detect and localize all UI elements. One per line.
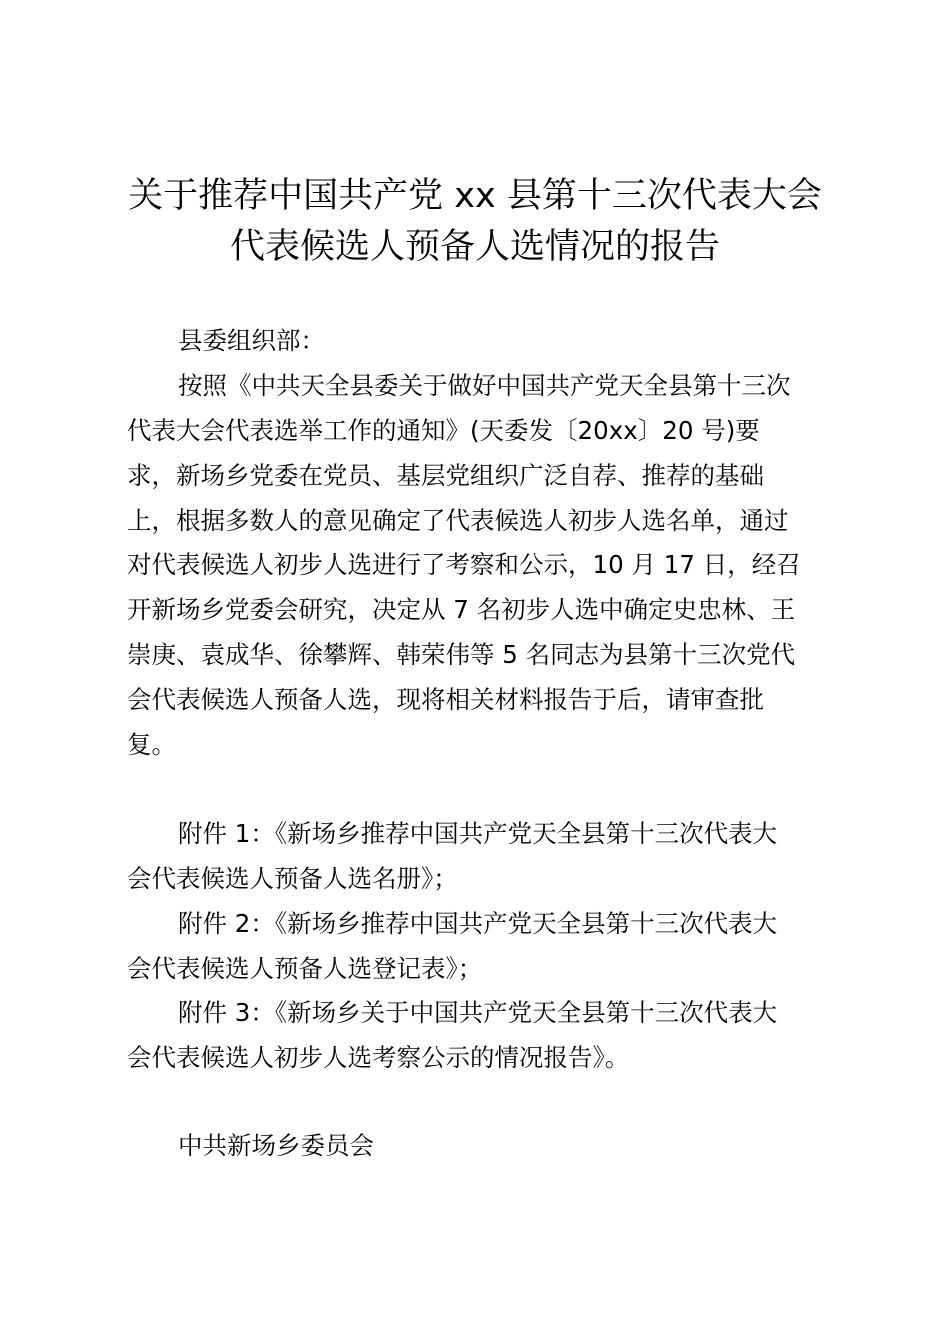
body-line: 开新场乡党委会研究，决定从 7 名初步人选中确定史忠林、王 xyxy=(127,595,796,624)
body-line: 复。 xyxy=(127,730,176,759)
attachment-2-line-2: 会代表候选人预备人选登记表》； xyxy=(127,954,483,983)
document-title-line-1: 关于推荐中国共产党 xx 县第十三次代表大会 xyxy=(128,176,822,216)
body-line: 代表大会代表选举工作的通知》(天委发〔20xx〕20 号)要 xyxy=(127,416,760,445)
body-line: 崇庚、袁成华、徐攀辉、韩荣伟等 5 名同志为县第十三次党代 xyxy=(127,640,796,669)
attachment-1-line-2: 会代表候选人预备人选名册》； xyxy=(127,864,458,893)
attachment-1-line-1: 附件 1：《新场乡推荐中国共产党天全县第十三次代表大 xyxy=(178,819,778,848)
attachment-3-line-2: 会代表候选人初步人选考察公示的情况报告》。 xyxy=(127,1043,630,1072)
signature: 中共新场乡委员会 xyxy=(178,1131,374,1160)
body-line: 上，根据多数人的意见确定了代表候选人初步人选名单，通过 xyxy=(127,506,789,535)
body-line: 求，新场乡党委在党员、基层党组织广泛自荐、推荐的基础 xyxy=(127,461,764,490)
attachment-3-line-1: 附件 3：《新场乡关于中国共产党天全县第十三次代表大 xyxy=(178,998,778,1027)
salutation: 县委组织部： xyxy=(178,326,325,355)
body-line: 会代表候选人预备人选，现将相关材料报告于后，请审查批 xyxy=(127,685,764,714)
body-line: 按照《中共天全县委关于做好中国共产党天全县第十三次 xyxy=(178,371,791,400)
attachment-2-line-1: 附件 2：《新场乡推荐中国共产党天全县第十三次代表大 xyxy=(178,909,778,938)
body-line: 对代表候选人初步人选进行了考察和公示，10 月 17 日，经召 xyxy=(127,550,801,579)
document-title-line-2: 代表候选人预备人选情况的报告 xyxy=(229,227,720,267)
